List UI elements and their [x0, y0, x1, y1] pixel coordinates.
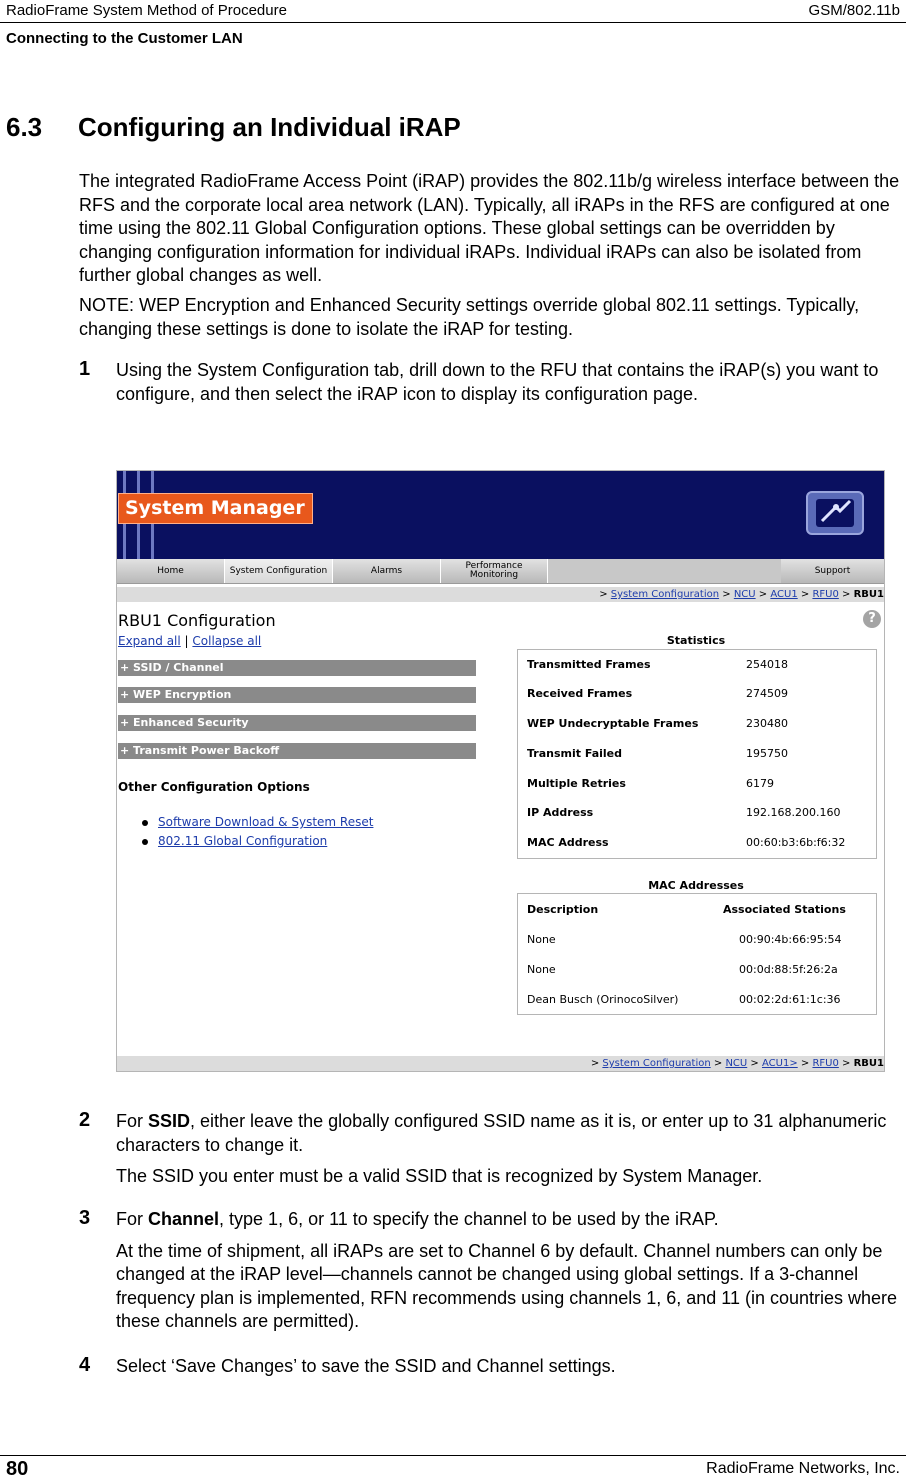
step-text: Select ‘Save Changes’ to save the SSID and Channel settings.: [116, 1356, 616, 1376]
stat-value: 00:60:b3:6b:f6:32: [746, 836, 846, 849]
bullet-icon: [142, 839, 148, 845]
breadcrumb-link[interactable]: System Configuration: [602, 1058, 711, 1069]
section-title: Configuring an Individual iRAP: [78, 112, 461, 142]
mac-station: 00:90:4b:66:95:54: [739, 933, 842, 946]
step-4: [79, 1355, 901, 1379]
stat-value: 274509: [746, 687, 788, 700]
step-text: For Channel, type 1, 6, or 11 to specify the channel to be used by the iRAP.: [116, 1209, 719, 1229]
breadcrumb-link[interactable]: NCU: [733, 589, 756, 600]
company-emblem-icon: [806, 491, 864, 535]
bullet-icon: [142, 820, 148, 826]
list-item: [142, 815, 373, 829]
stat-label: WEP Undecryptable Frames: [527, 717, 699, 730]
stat-label: Transmit Failed: [527, 747, 623, 760]
help-icon[interactable]: ?: [863, 610, 881, 628]
tab-home[interactable]: Home: [117, 559, 225, 583]
stat-label: MAC Address: [527, 836, 609, 849]
stat-value: 6179: [746, 777, 774, 790]
mac-station: 00:02:2d:61:1c:36: [739, 993, 841, 1006]
step-number: 3: [79, 1207, 91, 1229]
footer-company: RadioFrame Networks, Inc.: [706, 1460, 900, 1477]
stat-value: 230480: [746, 717, 788, 730]
breadcrumb-current: RBU1: [853, 589, 884, 600]
system-manager-screenshot: [116, 470, 885, 1072]
statistics-title: Statistics: [666, 634, 726, 647]
statistics-table: [517, 649, 877, 859]
global-configuration-link[interactable]: 802.11 Global Configuration: [158, 834, 328, 848]
step-detail: The SSID you enter must be a valid SSID that is recognized by System Manager.: [116, 1166, 763, 1186]
tab-alarms[interactable]: Alarms: [333, 559, 441, 583]
section-heading: [6, 112, 461, 143]
stat-label: Transmitted Frames: [527, 658, 651, 671]
intro-paragraph: The integrated RadioFrame Access Point (iRAP) provides the 802.11b/g wireless interface between the RFS and the corporate local area network (LAN). Typically, all iRAPs in the RFS are configured at one time using the 802.11 Global Configuration options. These global settings can be overridden by changing configuration information for individual iRAPs. Individual iRAPs can also be isolated from further global changes as well.: [79, 171, 900, 285]
header-doc-title: RadioFrame System Method of Procedure: [6, 2, 287, 19]
system-manager-logo: System Manager: [118, 493, 313, 524]
mac-description: Dean Busch (OrinocoSilver): [527, 993, 679, 1006]
stat-value: 192.168.200.160: [746, 806, 841, 819]
footer-rule: [0, 1455, 906, 1456]
breadcrumb-bottom: > System Configuration > NCU > ACU1> > RFU0 > RBU1: [117, 1056, 884, 1071]
section-bar-enhanced-security[interactable]: + Enhanced Security: [118, 715, 476, 731]
breadcrumb-link[interactable]: ACU1>: [761, 1058, 798, 1069]
section-bar-wep-encryption[interactable]: + WEP Encryption: [118, 687, 476, 703]
mac-addresses-table: [517, 893, 877, 1015]
step-text: Using the System Configuration tab, drill down to the RFU that contains the iRAP(s) you want to configure, and then select the iRAP icon to display its configuration page.: [116, 360, 879, 404]
breadcrumb-link[interactable]: ACU1: [770, 589, 798, 600]
column-header: Associated Stations: [723, 903, 846, 916]
step-text: For SSID, either leave the globally configured SSID name as it is, or enter up to 31 alphanumeric characters to change it.: [116, 1111, 887, 1155]
expand-collapse-links: [118, 634, 261, 648]
column-header: Description: [527, 903, 599, 916]
breadcrumb-link[interactable]: NCU: [725, 1058, 748, 1069]
app-banner: [117, 471, 884, 559]
stat-value: 254018: [746, 658, 788, 671]
step-number: 2: [79, 1109, 91, 1131]
section-bar-transmit-power-backoff[interactable]: + Transmit Power Backoff: [118, 743, 476, 759]
main-tabs: [117, 559, 884, 584]
step-detail: At the time of shipment, all iRAPs are set to Channel 6 by default. Channel numbers can only be changed at the iRAP level—channels cannot be changed using global settings. If a 3-channel frequency plan is implemented, RFN recommends using channels 1, 6, and 11 (in countries where these channels are permitted).: [116, 1240, 898, 1331]
header-doc-code: GSM/802.11b: [808, 2, 900, 19]
list-item: [142, 834, 327, 848]
mac-station: 00:0d:88:5f:26:2a: [739, 963, 838, 976]
step-2: [79, 1110, 901, 1189]
link-separator: |: [184, 634, 189, 648]
section-bar-ssid-channel[interactable]: + SSID / Channel: [118, 660, 476, 676]
page-number: 80: [6, 1458, 29, 1480]
mac-addresses-title: MAC Addresses: [648, 879, 744, 892]
breadcrumb-link[interactable]: RFU0: [812, 1058, 839, 1069]
note-paragraph: NOTE: WEP Encryption and Enhanced Security settings override global 802.11 settings. Typically, changing these settings is done to isolate the iRAP for testing.: [79, 295, 860, 339]
mac-description: None: [527, 933, 556, 946]
section-number: 6.3: [6, 112, 43, 142]
tab-performance-monitoring[interactable]: Performance Monitoring: [441, 559, 548, 583]
stat-value: 195750: [746, 747, 788, 760]
stat-label: IP Address: [527, 806, 594, 819]
software-download-link[interactable]: Software Download & System Reset: [158, 815, 374, 829]
breadcrumb-link[interactable]: System Configuration: [610, 589, 720, 600]
breadcrumb-link[interactable]: RFU0: [812, 589, 839, 600]
stat-label: Multiple Retries: [527, 777, 626, 790]
expand-all-link[interactable]: Expand all: [118, 634, 181, 648]
other-options-heading: Other Configuration Options: [118, 780, 310, 794]
step-number: 1: [79, 358, 91, 380]
breadcrumb-top: > System Configuration > NCU > ACU1 > RFU0 > RBU1: [117, 587, 884, 602]
step-3: [79, 1208, 901, 1334]
header-rule: [0, 22, 906, 23]
step-1: [79, 359, 901, 406]
mac-description: None: [527, 963, 556, 976]
header-section-name: Connecting to the Customer LAN: [6, 30, 243, 47]
tab-support[interactable]: Support: [781, 559, 885, 583]
stat-label: Received Frames: [527, 687, 633, 700]
collapse-all-link[interactable]: Collapse all: [192, 634, 262, 648]
page-title: RBU1 Configuration: [118, 611, 276, 630]
breadcrumb-current: RBU1: [853, 1058, 884, 1069]
tab-system-configuration[interactable]: System Configuration: [225, 559, 333, 583]
step-number: 4: [79, 1354, 91, 1376]
